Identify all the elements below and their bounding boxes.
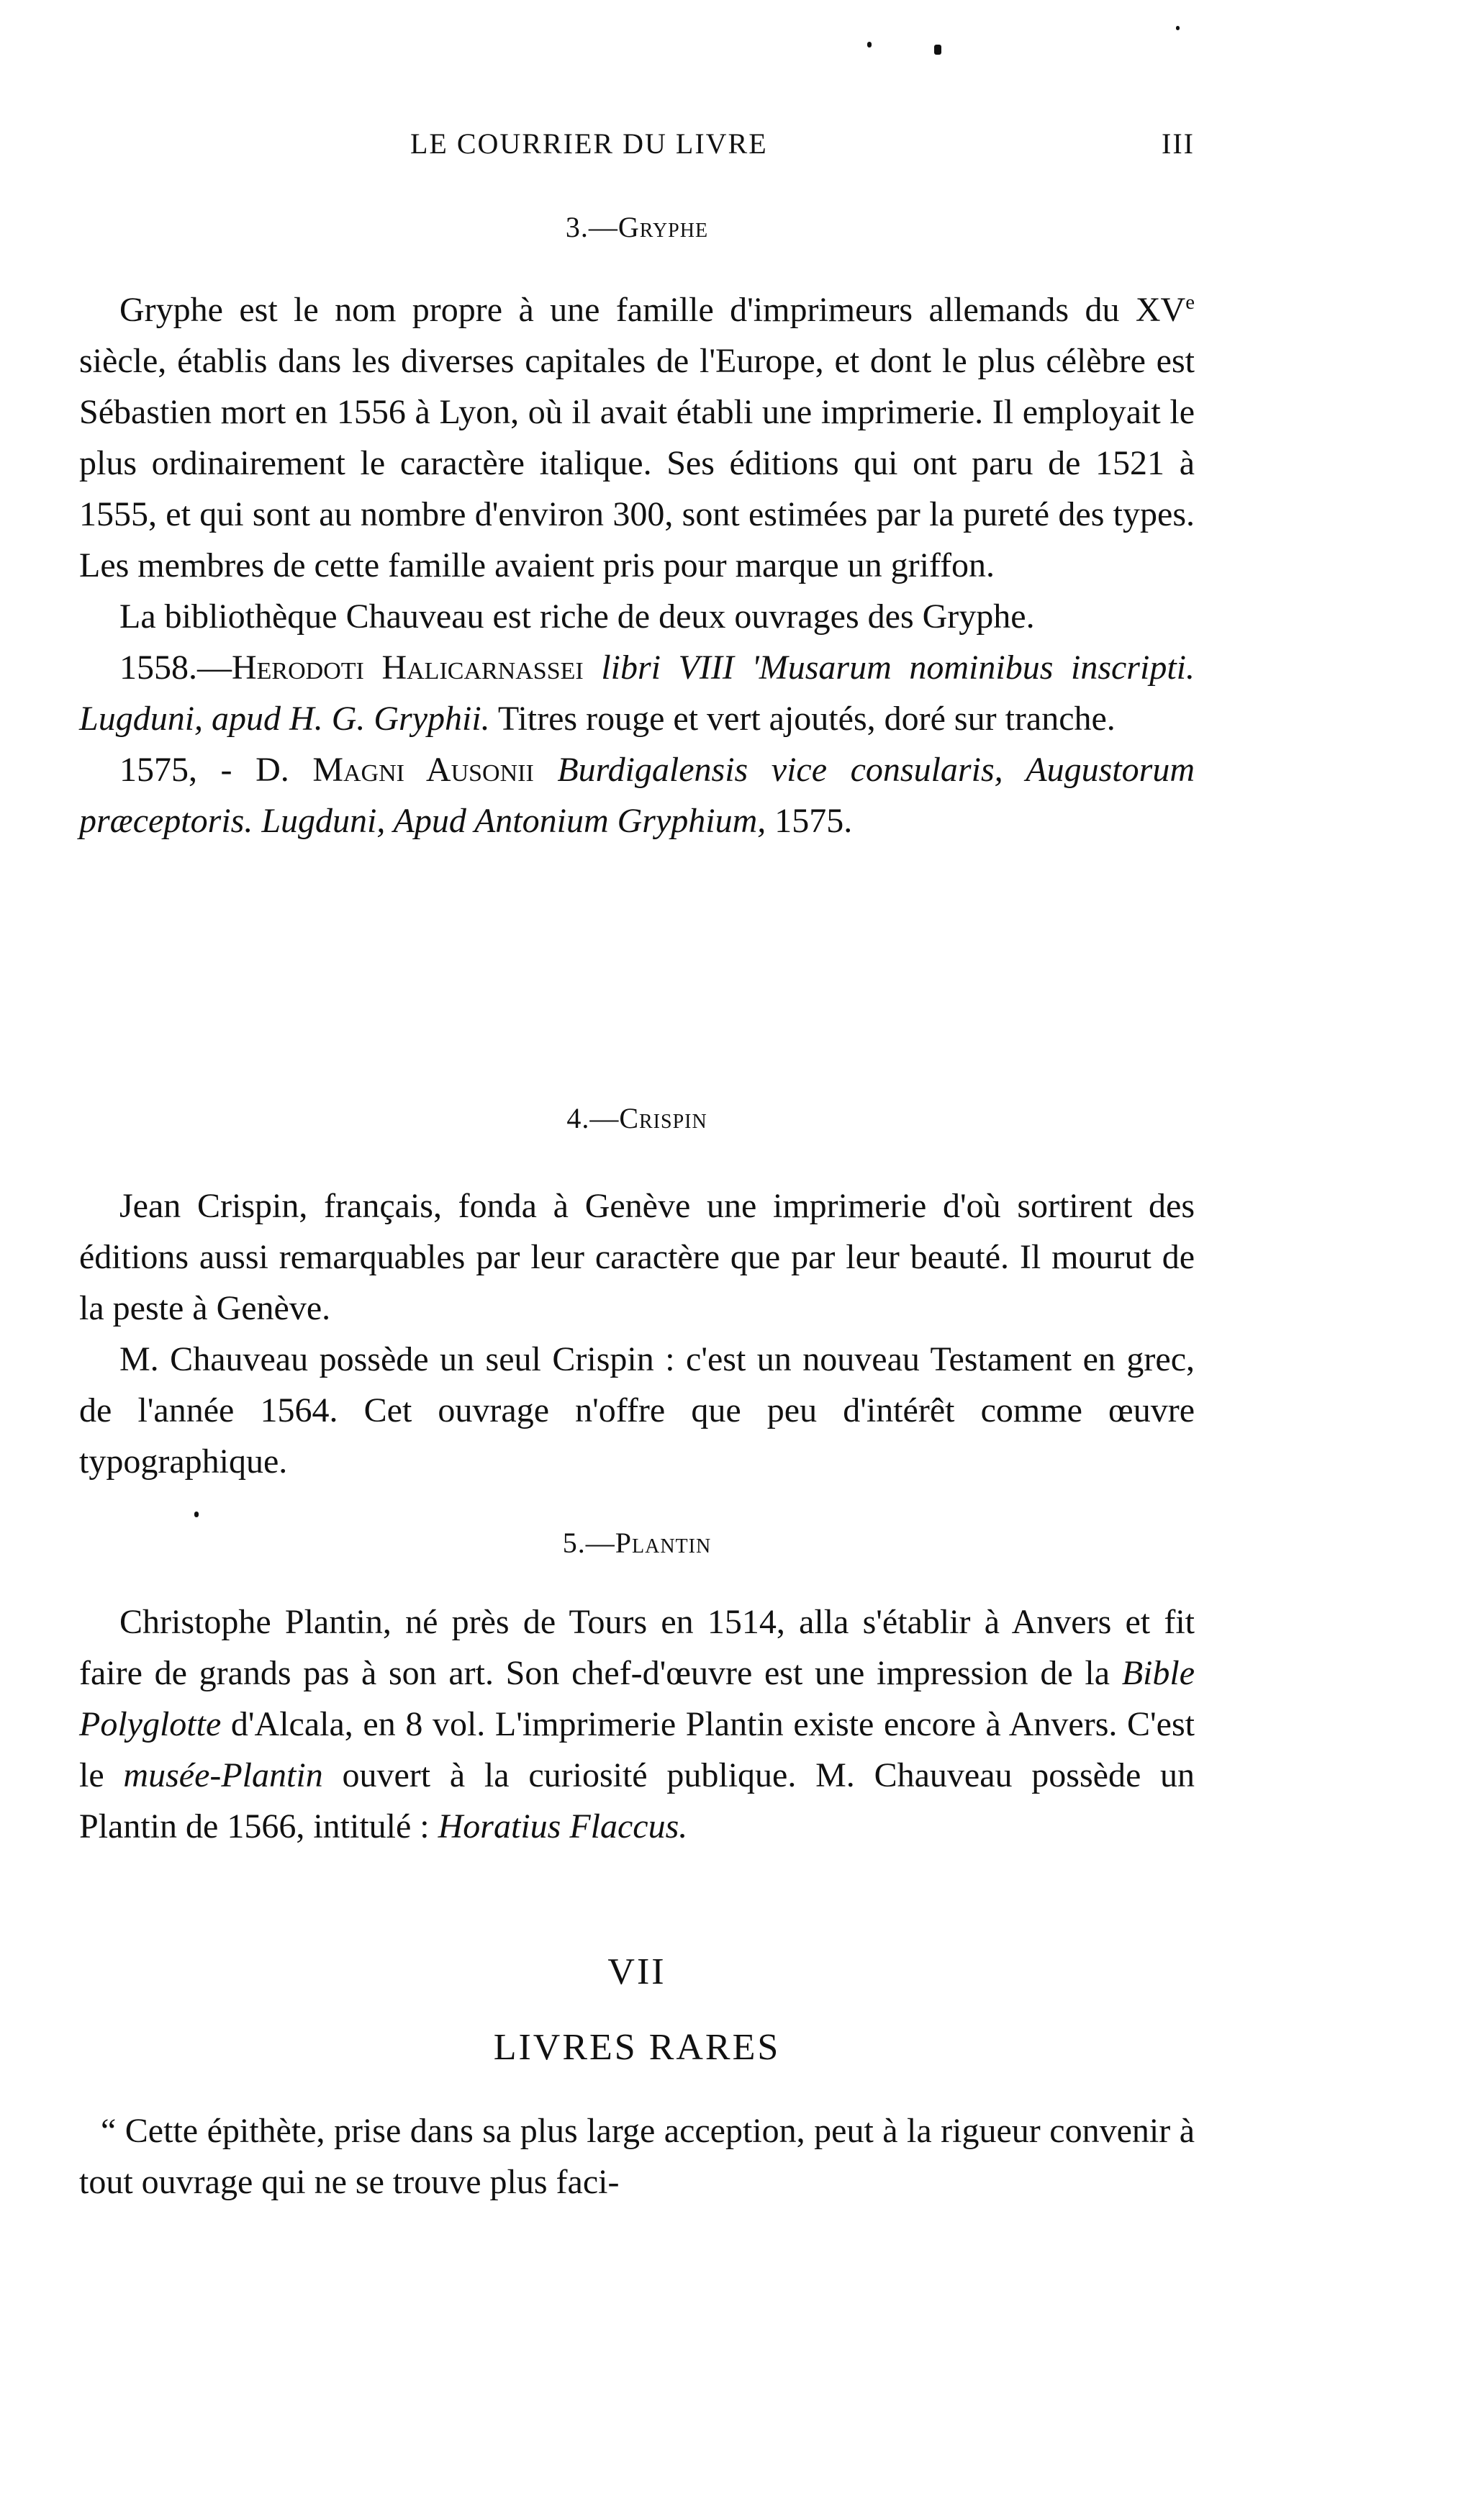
italic-title: Bible Polyglotte [79, 1654, 1195, 1743]
chapter-title: LIVRES RARES [493, 2027, 781, 2068]
superscript: e [1185, 291, 1195, 314]
entry-year: 1558.— [119, 649, 232, 687]
paragraph-plantin [79, 1596, 1195, 1852]
entry-herodoti [79, 642, 1195, 744]
entry-note: Titres rouge et vert ajoutés, doré sur tranche. [497, 700, 1116, 738]
entry-year: 1575, - D. [119, 751, 289, 789]
page-number: III [1162, 127, 1195, 160]
entry-title: Burdigalensis vice consularis, Augustorum præceptoris. Lugduni, Apud Antonium Gryphium, [79, 751, 1195, 840]
entry-note: 1575. [774, 802, 853, 840]
running-header [79, 127, 1195, 170]
section-title: Plantin [615, 1527, 712, 1559]
section-heading-plantin: 5.—Plantin [562, 1527, 712, 1559]
section-number: 4. [566, 1102, 590, 1134]
text-run: Gryphe est le nom propre à une famille d'imprimeurs allemands du XV [119, 291, 1186, 329]
entry-author: Magni Ausonii [312, 751, 534, 789]
entry-ausonii [79, 744, 1195, 846]
section-heading-crispin: 4.—Crispin [566, 1102, 707, 1134]
chapter-body [79, 2105, 1195, 2208]
paragraph-gryphe-history [79, 284, 1195, 591]
section-body-gryphe [79, 284, 1195, 846]
section-heading-gryphe: 3.—Gryphe [565, 211, 709, 243]
text-run: ouvert à la curiosité publique. M. Chauveau possède un Plantin de 1566, intitulé : [79, 1756, 1195, 1845]
section-number: 3. [565, 211, 589, 243]
text-run: Christophe Plantin, né près de Tours en 1514, alla s'établir à Anvers et fit faire de grands pas à son art. Son chef-d'œuvre est une impression de la [79, 1603, 1195, 1692]
text-run: d'Alcala, en 8 vol. L'imprimerie Plantin existe encore à Anvers. C'est le [79, 1705, 1195, 1794]
section-number: 5. [562, 1527, 586, 1559]
entry-author: Herodoti Halicarnassei [232, 649, 584, 687]
section-body-crispin [79, 1180, 1195, 1487]
section-title: Gryphe [617, 211, 709, 243]
paragraph-gryphe-library: La bibliothèque Chauveau est riche de deux ouvrages des Gryphe. [119, 597, 1035, 636]
paragraph-crispin-library: M. Chauveau possède un seul Crispin : c'est un nouveau Testament en grec, de l'année 1564. Cet ouvrage n'offre que peu d'intérêt comme œuvre typographique. [79, 1340, 1195, 1481]
text-run: siècle, établis dans les diverses capitales de l'Europe, et dont le plus célèbre est Sébastien mort en 1556 à Lyon, où il avait établi une imprimerie. Il employait le plus ordinairement le caractère italique. Ses éditions qui ont paru de 1521 à 1555, et qui sont au nombre d'environ 300, sont estimées par la pureté des types. Les membres de cette famille avaient pris pour marque un griffon. [79, 342, 1195, 584]
chapter-number: VII [607, 1951, 666, 1992]
italic-title: musée-Plantin [123, 1756, 323, 1794]
italic-title: Horatius Flaccus. [438, 1807, 688, 1845]
paragraph-crispin-history: Jean Crispin, français, fonda à Genève une imprimerie d'où sortirent des éditions aussi remarquables par leur caractère que par leur beauté. Il mourut de la peste à Genève. [79, 1187, 1195, 1327]
section-title: Crispin [619, 1102, 707, 1134]
section-body-plantin [79, 1596, 1195, 1852]
entry-title: libri VIII 'Musarum nominibus inscripti. Lugduni, apud H. G. Gryphii. [79, 649, 1195, 738]
running-title: LE COURRIER DU LIVRE [410, 127, 768, 160]
paragraph-livres-rares: “ Cette épithète, prise dans sa plus large acception, peut à la rigueur convenir à tout ouvrage qui ne se trouve plus faci- [79, 2112, 1195, 2201]
